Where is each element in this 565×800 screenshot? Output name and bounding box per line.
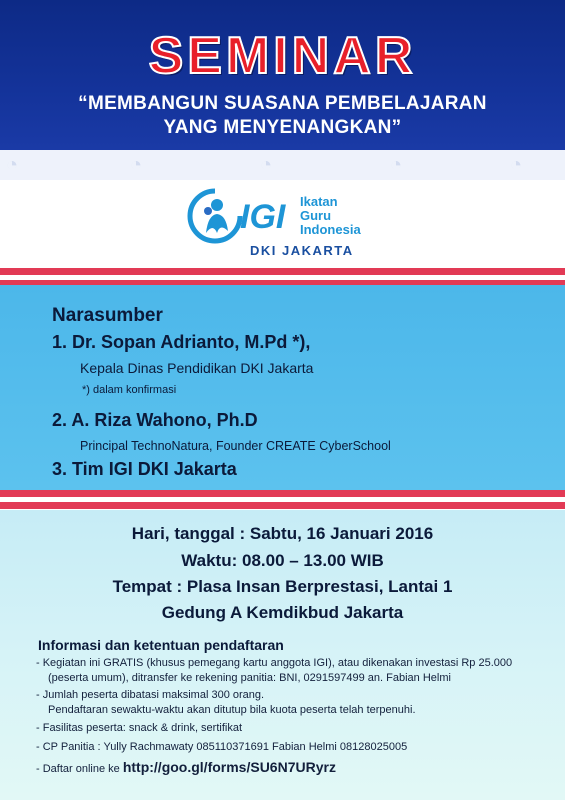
registration-heading: Informasi dan ketentuan pendaftaran [38,637,284,653]
speaker-2-role: Principal TechnoNatura, Founder CREATE CyberSchool [80,439,391,453]
registration-item-quota [36,688,561,718]
igi-wordmark: IGI [240,198,286,236]
registration-item-fee [36,656,561,686]
speaker-2-name: 2. A. Riza Wahono, Ph.D [52,410,258,430]
watermark-logo-icon: ◔ [390,154,405,176]
subtitle-line-1: “MEMBANGUN SUASANA PEMBELAJARAN [78,93,487,114]
registration-link[interactable]: http://goo.gl/forms/SU6N7URyrz [122,759,336,775]
tagline-line-2: Guru [300,208,332,223]
event-time: Waktu: 08.00 – 13.00 WIB [181,551,384,570]
event-date: Hari, tanggal : Sabtu, 16 Januari 2016 [131,524,434,543]
fee-line-1: - Kegiatan ini GRATIS (khusus pemegang kartu anggota IGI), atau dikenakan investasi Rp 25.000 [36,657,513,669]
registration-item-facilities: - Fasilitas peserta: snack & drink, sertifikat [36,722,243,734]
divider-stripe [0,490,565,497]
poster-subtitle [0,92,565,140]
igi-tagline [300,195,361,237]
fee-line-2: (peserta umum), ditransfer ke rekening panitia: BNI, 0291597499 an. Fabian Helmi [48,672,451,684]
event-place: Tempat : Plasa Insan Berprestasi, Lantai 1 [112,577,453,596]
speaker-1-name: 1. Dr. Sopan Adrianto, M.Pd *), [52,332,311,352]
logo-region: DKI JAKARTA [250,243,354,258]
poster-title: SEMINAR [148,27,417,85]
quota-line-1: - Jumlah peserta dibatasi maksimal 300 orang. [36,689,265,701]
divider-stripe [0,502,565,509]
watermark-logo-icon: ◔ [510,154,525,176]
speaker-3-name: 3. Tim IGI DKI Jakarta [52,459,237,479]
registration-item-online [36,760,561,777]
watermark-strip [0,150,565,180]
tagline-line-3: Indonesia [300,222,361,237]
watermark-logo-icon: ◔ [130,154,145,176]
subtitle-line-2: YANG MENYENANGKAN” [163,117,402,138]
watermark-logo-icon: ◔ [6,154,21,176]
online-prefix: - Daftar online ke [36,763,120,775]
registration-item-contact: - CP Panitia : Yully Rachmawaty 085110371691 Fabian Helmi 08128025005 [36,741,408,753]
quota-line-2: Pendaftaran sewaktu-waktu akan ditutup bila kuota peserta telah terpenuhi. [48,704,416,716]
igi-logo-icon [186,187,244,245]
speaker-1-note: *) dalam konfirmasi [82,384,177,396]
event-building: Gedung A Kemdikbud Jakarta [161,603,404,622]
speaker-1-role: Kepala Dinas Pendidikan DKI Jakarta [80,360,314,376]
divider-stripe [0,268,565,275]
speakers-heading: Narasumber [52,305,163,326]
watermark-logo-icon: ◔ [260,154,275,176]
tagline-line-1: Ikatan [300,194,338,209]
